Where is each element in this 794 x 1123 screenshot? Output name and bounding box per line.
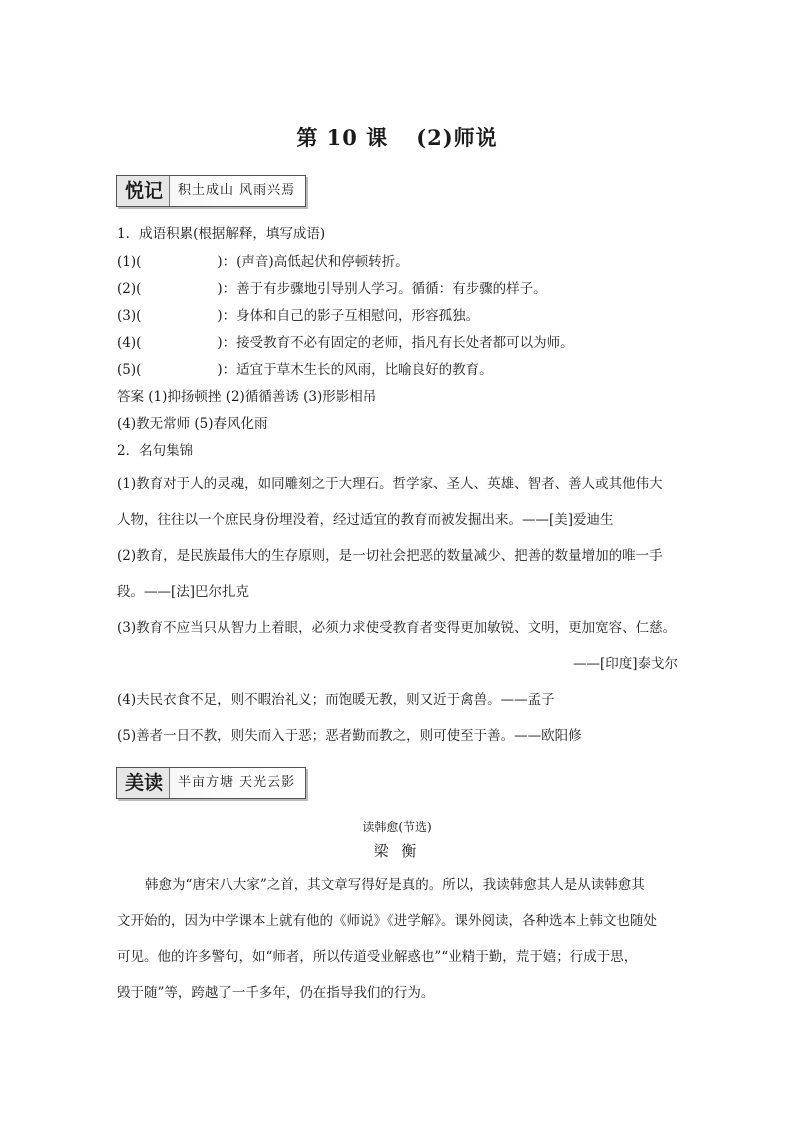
quote-4: (4)夫民衣食不足，则不暇治礼义；而饱暖无教，则又近于禽兽。——孟子 xyxy=(117,692,555,708)
quote-1-line-2: 人物，往往以一个庶民身份埋没着，经过适宜的教育而被发掘出来。——[美]爱迪生 xyxy=(117,512,614,528)
idiom-item: (4)( )：接受教育不必有固定的老师，指凡有长处者都可以为师。 xyxy=(117,335,574,351)
banner-title: 悦记 xyxy=(117,176,170,206)
lesson-number: 第 10 课 xyxy=(296,125,389,150)
section-banner-yueji xyxy=(116,175,306,207)
section-banner-meidu xyxy=(116,767,306,799)
idiom-item: (3)( )：身体和自己的影子互相慰问，形容孤独。 xyxy=(117,308,480,324)
reading-paragraph-line: 毁于随”等，跨越了一千多年，仍在指导我们的行为。 xyxy=(117,985,435,1001)
banner-subtitle: 半亩方塘 天光云影 xyxy=(178,775,296,790)
answer-label: 答案 xyxy=(117,389,144,405)
idiom-item: (5)( )：适宜于草木生长的风雨，比喻良好的教育。 xyxy=(117,362,493,378)
quotes-section-heading: 2．名句集锦 xyxy=(117,443,194,459)
answer-line-2: (4)教无常师 (5)春风化雨 xyxy=(117,416,268,432)
idiom-item: (1)( )：(声音)高低起伏和停顿转折。 xyxy=(117,254,409,270)
idiom-section-heading: 1．成语积累(根据解释，填写成语) xyxy=(117,226,326,242)
banner-title: 美读 xyxy=(117,768,170,798)
quote-3-line-1: (3)教育不应当只从智力上着眼，必须力求使受教育者变得更加敏锐、文明，更加宽容、仁慈。 xyxy=(117,620,677,636)
reading-author: 梁 衡 xyxy=(373,842,421,860)
idiom-item: (2)( )：善于有步骤地引导别人学习。循循：有步骤的样子。 xyxy=(117,281,547,297)
quote-5: (5)善者一日不教，则失而入于恶；恶者勤而教之，则可使至于善。——欧阳修 xyxy=(117,728,582,744)
quote-2-line-1: (2)教育，是民族最伟大的生存原则，是一切社会把恶的数量减少、把善的数量增加的唯一手 xyxy=(117,548,663,564)
page-title xyxy=(0,122,794,152)
reading-title: 读韩愈(节选) xyxy=(362,820,432,834)
reading-paragraph-line: 韩愈为“唐宋八大家”之首，其文章写得好是真的。所以，我读韩愈其人是从读韩愈其 xyxy=(145,877,645,893)
quote-2-line-2: 段。——[法]巴尔扎克 xyxy=(117,584,250,600)
lesson-topic: (2)师说 xyxy=(416,125,498,150)
answer-line-1: 答案 (1)抑扬顿挫 (2)循循善诱 (3)形影相吊 xyxy=(117,389,377,405)
quote-3-author: ——[印度]泰戈尔 xyxy=(572,656,678,672)
quote-1-line-1: (1)教育对于人的灵魂，如同雕刻之于大理石。哲学家、圣人、英雄、智者、善人或其他伟大 xyxy=(117,476,663,492)
reading-paragraph-line: 可见。他的许多警句，如“师者，所以传道受业解惑也”“业精于勤，荒于嬉；行成于思， xyxy=(117,949,638,965)
reading-paragraph-line: 文开始的，因为中学课本上就有他的《师说》《进学解》。课外阅读，各种选本上韩文也随处 xyxy=(117,913,657,929)
banner-subtitle: 积土成山 风雨兴焉 xyxy=(178,183,296,198)
